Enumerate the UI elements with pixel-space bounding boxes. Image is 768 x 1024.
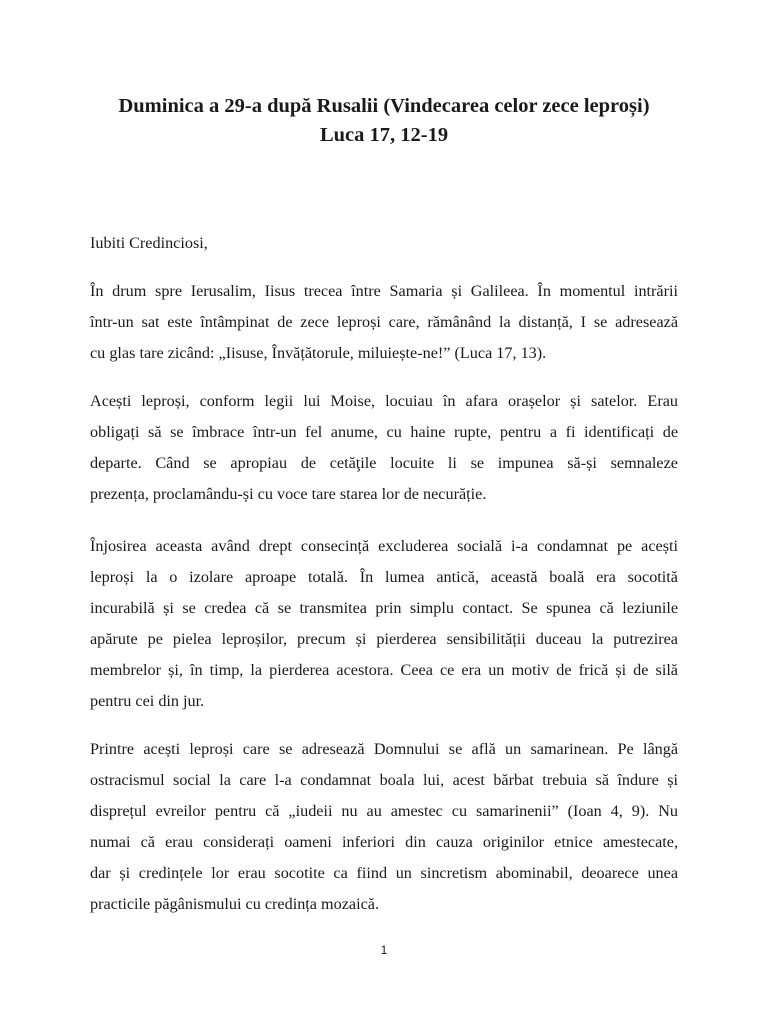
paragraph-line: Înjosirea aceasta având drept consecință excluderea socială i-a condamnat pe acești bbox=[90, 537, 678, 555]
paragraph-4 bbox=[90, 734, 678, 920]
paragraph-line: apărute pe pielea leproșilor, precum și pierderea sensibilității duceau la putrezirea bbox=[90, 630, 678, 648]
paragraph-line: cu glas tare zicând: „Iisuse, Învățătorule, miluiește-ne!” (Luca 17, 13). bbox=[90, 344, 547, 362]
title-line-1: Duminica a 29-a după Rusalii (Vindecarea celor zece leproși) bbox=[118, 95, 650, 117]
paragraph-line: obligați să se îmbrace într-un fel anume, cu haine rupte, pentru a fi identificați de bbox=[90, 423, 678, 441]
paragraph-2 bbox=[90, 386, 678, 510]
paragraph-line: Printre acești leproși care se adresează Domnului se află un samarinean. Pe lângă bbox=[90, 740, 678, 758]
salutation: Iubiti Credinciosi, bbox=[90, 234, 208, 252]
paragraph-line: numai că erau considerați oameni inferiori din cauza originilor etnice amestecate, bbox=[90, 833, 678, 851]
paragraph-line: incurabilă și se credea că se transmitea prin simplu contact. Se spunea că leziunile bbox=[90, 599, 678, 617]
paragraph-line: dar și credințele lor erau socotite ca fiind un sincretism abominabil, deoarece unea bbox=[90, 864, 678, 882]
paragraph-line: disprețul evreilor pentru că „iudeii nu au amestec cu samarinenii” (Ioan 4, 9). Nu bbox=[90, 802, 678, 820]
document-title bbox=[60, 92, 708, 150]
paragraph-line: ostracismul social la care l-a condamnat boala lui, acest bărbat trebuia să îndure și bbox=[90, 771, 678, 789]
paragraph-line: leproși la o izolare aproape totală. În lumea antică, această boală era socotită bbox=[90, 568, 678, 586]
paragraph-line: membrelor și, în timp, la pierderea acestora. Ceea ce era un motiv de frică și de silă bbox=[90, 661, 678, 679]
paragraph-3 bbox=[90, 531, 678, 717]
paragraph-line: prezența, proclamându-și cu voce tare starea lor de necurăție. bbox=[90, 485, 487, 503]
page-number: 1 bbox=[380, 943, 388, 957]
title-line-2-scripture-reference: Luca 17, 12-19 bbox=[319, 124, 449, 146]
paragraph-line: În drum spre Ierusalim, Iisus trecea între Samaria și Galileea. În momentul intrării bbox=[90, 282, 678, 300]
paragraph-line: practicile păgânismului cu credința mozaică. bbox=[90, 895, 379, 913]
paragraph-line: într-un sat este întâmpinat de zece leproși care, rămânând la distanță, I se adresează bbox=[90, 313, 678, 331]
paragraph-line: pentru cei din jur. bbox=[90, 692, 205, 710]
paragraph-line: departe. Când se apropiau de cetăţile locuite li se impunea să-și semnaleze bbox=[90, 454, 678, 472]
paragraph-1 bbox=[90, 276, 678, 369]
paragraph-line: Acești leproși, conform legii lui Moise, locuiau în afara orașelor și satelor. Erau bbox=[90, 392, 678, 410]
